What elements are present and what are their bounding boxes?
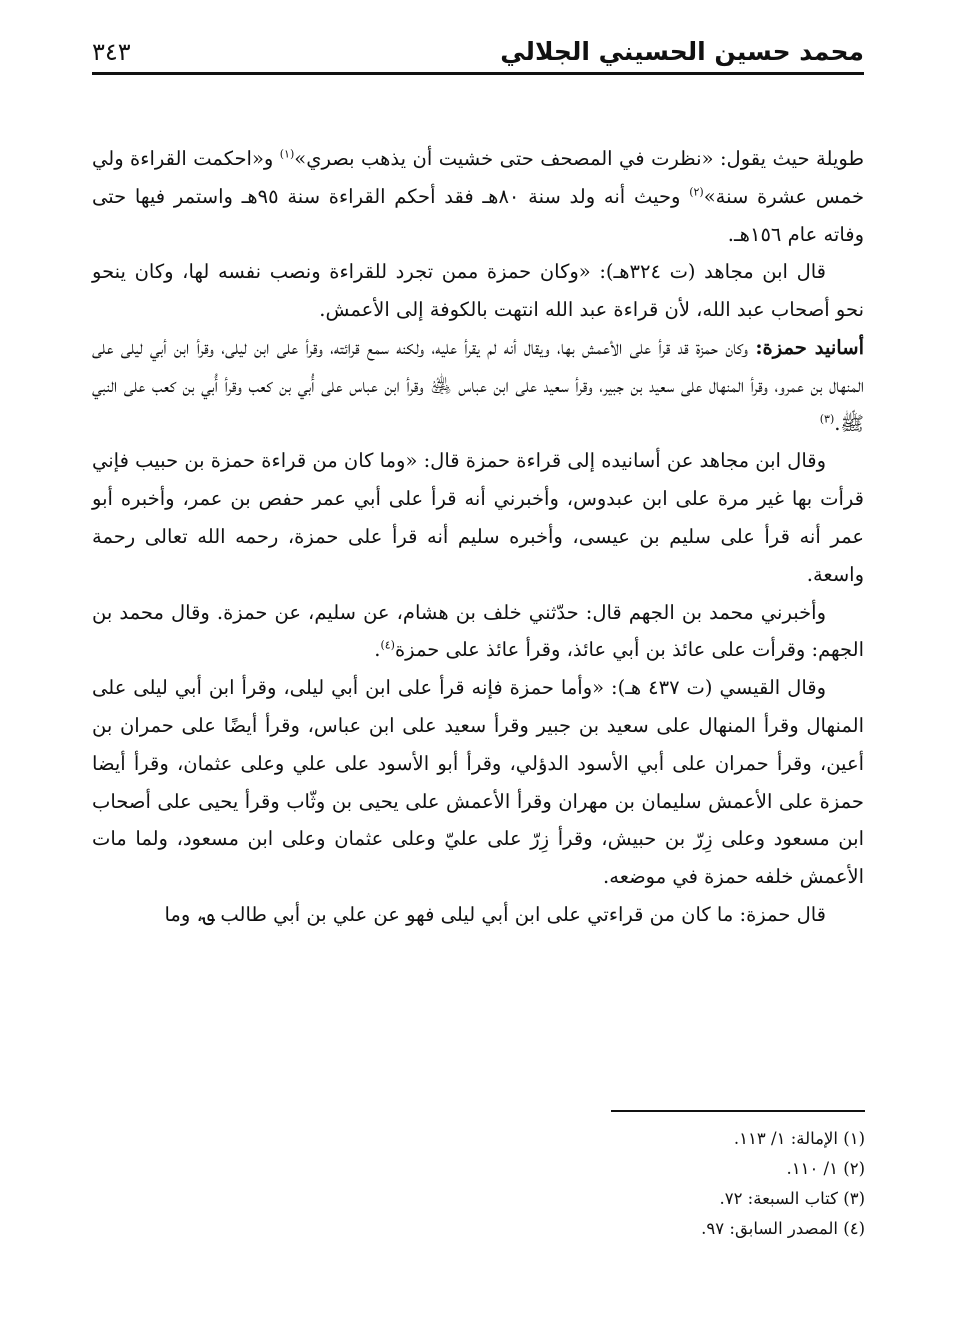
footnote-divider bbox=[611, 1110, 865, 1112]
paragraph-6: وقال القيسي (ت ٤٣٧ هـ): «وأما حمزة فإنه قرأ على ابن أبي ليلى، وقرأ ابن أبي ليلى على المنهال وقرأ المنهال على سعيد بن جبير وقرأ سعيد على ابن عباس، وقرأ أيضًا على حمران بن أعين، وقرأ حمران على أبي الأسود الدؤلي، وقرأ أبو الأسود على علي وعلى عثمان، وقرأ أيضا حمزة على الأعمش سليمان بن مهران وقرأ الأعمش على يحيى بن وثّاب وقرأ يحيى على أصحاب ابن مسعود وعلى زِرّ بن حبيش، وقرأ زِرّ على عليّ وعلى عثمان وعلى ابن مسعود، ولما مات الأعمش خلفه حمزة في موضعه. bbox=[92, 676, 864, 889]
page-number: ٣٤٣ bbox=[92, 38, 131, 66]
paragraph-3-body: وكان حمزة قد قرأ على الأعمش بها، ويقال أنه لم يقرأ عليه، ولكنه سمع قرائته، وقرأ على ابن ليلى، وقرأ ابن أبي ليلى على المنهال بن عمرو، وقرأ المنهال على سعيد بن جبير، وقرأ سعيد على ابن عباس ﵁ وقرأ ابن عباس على أُبي بن كعب وقرأ أُبي بن كعب على النبي ﷺ. bbox=[92, 335, 864, 435]
footnote-ref-1: (١) bbox=[279, 147, 295, 161]
footnote-ref-3: (٣) bbox=[819, 412, 835, 426]
paragraph-3 bbox=[92, 329, 864, 442]
paragraph-1 bbox=[92, 140, 864, 253]
paragraph-2: قال ابن مجاهد (ت ٣٢٤هـ): «وكان حمزة ممن تجرد للقراءة ونصب نفسه لها، وكان ينحو نحو أصحاب عبد الله، لأن قراءة عبد الله انتهت بالكوفة إلى الأعمش. bbox=[92, 260, 864, 322]
main-text bbox=[92, 140, 864, 934]
paragraph-5 bbox=[92, 594, 864, 670]
footnote-ref-4: (٤) bbox=[380, 638, 395, 652]
footnote-1: (١) الإمالة: ١/ ١١٣. bbox=[733, 1129, 865, 1148]
paragraph-7: قال حمزة: ما كان من قراءتي على ابن أبي ليلى فهو عن علي بن أبي طالب ؈، وما bbox=[164, 902, 826, 926]
paragraph-1-part-a: طويلة حيث يقول: «نظرت في المصحف حتى خشيت أن يذهب بصري» bbox=[294, 147, 864, 170]
paragraph-5-end: . bbox=[374, 638, 381, 662]
footnote-2: (٢) ١/ ١١٠. bbox=[786, 1159, 865, 1178]
page-header bbox=[92, 26, 864, 75]
footnote-4: (٤) المصدر السابق: ٩٧. bbox=[701, 1219, 865, 1238]
paragraph-1-part-b: و«احكمت القراءة ولي خمس عشرة سنة» bbox=[92, 147, 864, 208]
footnote-ref-2: (٢) bbox=[689, 185, 704, 199]
paragraph-1-part-c: وحيث أنه ولد سنة ٨٠هـ فقد أحكم القراءة سنة ٩٥هـ واستمر فيها حتى وفاته عام ١٥٦هـ. bbox=[92, 184, 864, 246]
section-lead-heading: أسانيد حمزة: bbox=[755, 335, 864, 359]
paragraph-4: وقال ابن مجاهد عن أسانيده إلى قراءة حمزة قال: «وما كان من قراءة حمزة بن حبيب فإني قرأت بها غير مرة على ابن عبدوس، وأخبرني أنه قرأ على أبي عمر حفص بن عمر، وأخبره أبو عمر أنه قرأ على سليم بن عيسى، وأخبره سليم أنه قرأ على حمزة، رحمه الله تعالى رحمة واسعة. bbox=[92, 449, 864, 586]
paragraph-5-body: وأخبرني محمد بن الجهم قال: حدّثني خلف بن هشام، عن سليم، عن حمزة. وقال محمد بن الجهم: وقرأت على عائذ بن أبي عائذ، وقرأ عائذ على حمزة bbox=[92, 600, 864, 662]
footnotes bbox=[465, 1124, 865, 1244]
footnote-3: (٣) كتاب السبعة: ٧٢. bbox=[719, 1189, 865, 1208]
running-head-author: محمد حسين الحسيني الجلالي bbox=[500, 37, 864, 66]
